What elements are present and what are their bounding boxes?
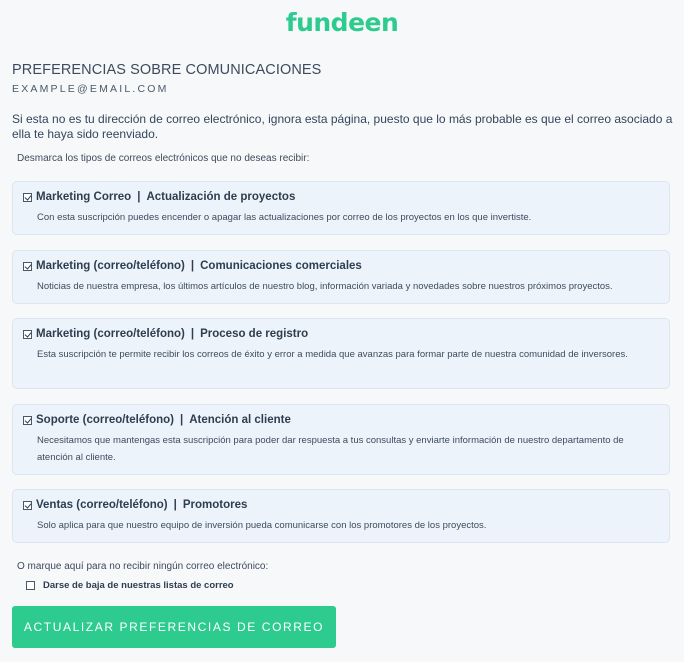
subscription-card-registration — [12, 318, 670, 389]
unsubscribe-prompt: O marque aquí para no recibir ningún correo electrónico: — [17, 561, 269, 572]
subscription-checkbox[interactable] — [23, 330, 32, 339]
subscription-description: Con esta suscripción puedes encender o apagar las actualizaciones por correo de los proyectos en los que invertiste. — [37, 212, 532, 223]
subscription-card-promoters — [12, 489, 670, 543]
unsubscribe-option[interactable] — [26, 580, 234, 591]
subscription-card-commercial — [12, 250, 670, 304]
unsubscribe-label: Darse de baja de nuestras listas de correo — [43, 580, 234, 591]
page-title: PREFERENCIAS SOBRE COMUNICACIONES — [12, 62, 322, 78]
separator: | — [180, 414, 184, 426]
subscription-header[interactable] — [23, 328, 308, 340]
subscription-checkbox[interactable] — [23, 416, 32, 425]
subscription-name: Comunicaciones comerciales — [200, 260, 362, 272]
separator: | — [190, 328, 195, 340]
subscription-header[interactable] — [23, 260, 362, 272]
subscription-checkbox[interactable] — [23, 193, 32, 202]
forwarded-notice: Si esta no es tu dirección de correo electrónico, ignora esta página, puesto que lo más probable es que el correo asociado a ella te haya sido reenviado. — [12, 112, 673, 141]
unsubscribe-checkbox[interactable] — [26, 581, 35, 590]
separator: | — [190, 260, 195, 272]
subscription-header[interactable] — [23, 191, 295, 203]
email-address: EXAMPLE@EMAIL.COM — [12, 83, 169, 95]
subscription-name: Proceso de registro — [200, 328, 309, 340]
subscription-header[interactable] — [23, 414, 291, 426]
instruction-text: Desmarca los tipos de correos electrónicos que no deseas recibir: — [17, 153, 310, 164]
subscription-checkbox[interactable] — [23, 262, 32, 271]
subscription-category: Marketing (correo/teléfono) — [36, 328, 185, 340]
update-preferences-button[interactable]: ACTUALIZAR PREFERENCIAS DE CORREO — [12, 606, 336, 648]
subscription-description: Noticias de nuestra empresa, los últimos artículos de nuestro blog, información variada y novedades sobre nuestros próximos proyectos. — [37, 281, 613, 292]
subscription-category: Soporte (correo/teléfono) — [36, 414, 175, 426]
subscription-name: Actualización de proyectos — [146, 191, 296, 203]
subscription-card-customer-support — [12, 404, 670, 475]
subscription-category: Ventas (correo/teléfono) — [36, 499, 168, 511]
separator: | — [173, 499, 177, 511]
subscription-name: Atención al cliente — [189, 414, 291, 426]
subscription-header[interactable] — [23, 499, 247, 511]
subscription-category: Marketing (correo/teléfono) — [36, 260, 185, 272]
subscription-card-project-updates — [12, 181, 670, 235]
subscription-category: Marketing Correo — [36, 191, 132, 203]
separator: | — [137, 191, 141, 203]
subscription-description: Necesitamos que mantengas esta suscripción para poder dar respuesta a tus consultas y enviarte información de nuestro departamento de atención al cliente. — [37, 435, 624, 463]
subscription-name: Promotores — [182, 499, 248, 511]
subscription-description: Esta suscripción te permite recibir los correos de éxito y error a medida que avanzas para formar parte de nuestra comunidad de inversores. — [37, 349, 628, 360]
subscription-checkbox[interactable] — [23, 501, 32, 510]
subscription-description: Solo aplica para que nuestro equipo de inversión pueda comunicarse con los promotores de los proyectos. — [37, 520, 487, 531]
fundeen-logo: fundeen — [285, 8, 399, 37]
